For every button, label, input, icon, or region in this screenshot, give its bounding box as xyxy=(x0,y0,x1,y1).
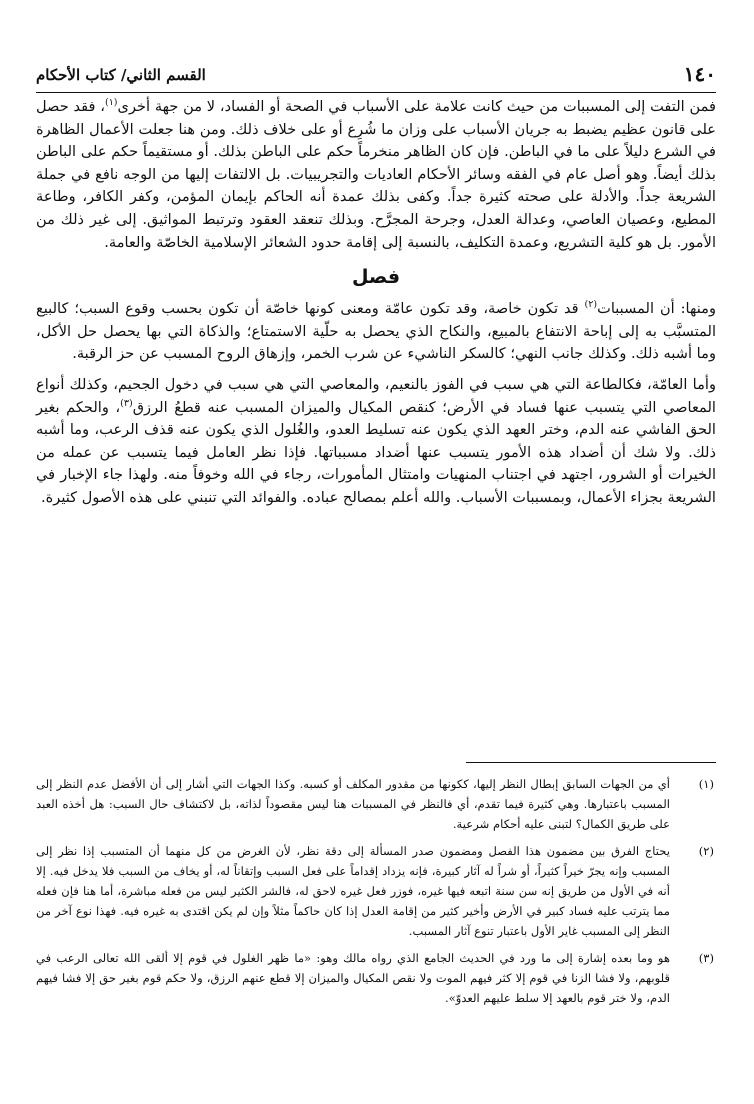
footnote-number: (٣) xyxy=(698,950,714,965)
paragraph-text: ، والحكم بغير الحق الفاشي عنه الدم، وختر العهد الذي يكون عنه تسليط العدو، والغُلول الذي يكون عنه قذف الرعب، وما أشبه ذلك. ولا شك أن أضداد هذه الأمور يتسبب عنها أضداد مسبباتها. فإذا نظر العامل فيما يتسبب عن عمله من الخيرات أو الشرور، اجتهد في اجتناب المنهيات وامتثال المأمورات، رجاء في الله وخوفاً منه. ولهذا جاء الإخبار في الشريعة بجزاء الأعمال، وبمسببات الأسباب. والله أعلم بمصالح عباده. والفوائد التي تنبني على هذه الأصول كثيرة. xyxy=(36,398,716,506)
footnote xyxy=(36,774,716,835)
page-header xyxy=(36,60,716,93)
footnote-ref-1[interactable]: (١) xyxy=(104,97,118,108)
footnote-text: أي من الجهات السابق إبطال النظر إليها، ككونها من مقدور المكلف أو كسبه. وكذا الجهات التي أشار إلى أن الأفضل عدم النظر إلى المسبب باعتبارها. وهي كثيرة فيما تقدم، أي فالنظر في المسببات هنا ليس مقصوداً لذاته، بل لاكتشاف حال السبب: هل أخذه العبد على طريق الكمال؟ لتبنى عليه أحكام شرعية. xyxy=(36,777,670,832)
footnote-text: يحتاج الفرق بين مضمون هذا الفصل ومضمون صدر المسألة إلى دقة نظر، لأن الغرض من كل منهما أن المتسبب إذا نظر إلى المسبب وإنه يجرّ خيراً كثيراً، أو شراً له آثار كبيرة، فإنه يزداد إقداماً على فعل السبب وإتقاناً له، أو يخاف من السبب فلا يدخل فيه. إلا أنه في الأول من طريق إنه سن سنة اتبعه فيها غيره، فوزر فعل غيره لاحق له، فالشر الكثير ليس من فعله مباشرة، أما هنا فإن فعله مما يترتب عليه فساد كبير في الأرض وأخير كثير من إقامة العدل إذا كان حاكماً مثلاً وإن لم يكن اقتدى به غيره فيه. فهذا نوع آخر من النظر إلى المسبب غاير الأول باعتبار تنوع آثار المسبب. xyxy=(36,843,670,939)
running-title: القسم الثاني/ كتاب الأحكام xyxy=(36,66,206,84)
paragraph xyxy=(36,96,716,254)
footnote-ref-3[interactable]: (٣) xyxy=(120,397,133,409)
footnotes xyxy=(36,774,716,1014)
page-number: ١٤٠ xyxy=(683,62,716,86)
main-text xyxy=(36,96,716,510)
paragraph xyxy=(36,374,716,510)
paragraph-text: فمن التفت إلى المسببات من حيث كانت علامة على الأسباب في الصحة أو الفساد، لا من جهة أخرى xyxy=(117,98,716,115)
footnote xyxy=(36,948,716,1009)
footnote-text: هو وما بعده إشارة إلى ما ورد في الحديث الجامع الذي رواه مالك وهو: «ما ظهر الغلول في قوم إلا ألقى الله تعالى الرعب في قلوبهم، ولا فشا الزنا في قوم إلا كثر فيهم الموت ولا نقص المكيال والميزان إلا قطع عنهم الرزق، ولا حكم قوم بغير حق إلا فشا فيهم الدم، ولا ختر قوم بالعهد إلا سلط عليهم العدوّ». xyxy=(36,950,670,1006)
paragraph-text: ومنها: أن المسببات xyxy=(597,300,717,318)
paragraph-text: ، فقد حصل على قانون عظيم يضبط به جريان الأسباب على وزان ما شُرِع أو على خلاف ذلك. ومن هنا جعلت الأعمال الظاهرة في الشرع دليلاً على ما في الباطن. فإن كان الظاهر منخرماً حكم على الباطن بذلك. أو مستقيماً حكم على الباطن بذلك أيضاً. وهو أصل عام في الفقه وسائر الأحكام العاديات والتجريبيات. بل الالتفات إليها من الوجه نافع في جملة الشريعة جداً. والأدلة على صحته كثيرة جداً. وكفى بذلك عمدة أنه الحاكم بإيمان المؤمن، وكفر الكافر، وطاعة المطيع، وعصيان العاصي، وعدالة العدل، وجرحة المجرَّح. وبذلك تنعقد العقود وترتبط المواثيق. إلى غير ذلك من الأمور. بل هو كلية التشريع، وعمدة التكليف، بالنسبة إلى إقامة حدود الشعائر الإسلامية الخاصّة والعامة. xyxy=(36,98,716,251)
footnote-number: (٢) xyxy=(698,843,714,858)
footnote-number: (١) xyxy=(698,777,714,791)
paragraph-text: وأما العامّة، فكالطاعة التي هي سبب في الفوز بالنعيم، والمعاصي التي هي سبب في دخول الجحيم، وكذلك أنواع المعاصي التي يتسبب عنها فساد في الأرض؛ كنقص المكيال والميزان المسبب عنه قطعُ الرزق xyxy=(36,375,716,416)
footnote-separator xyxy=(466,762,716,763)
paragraph-text: قد تكون خاصة، وقد تكون عامّة ومعنى كونها خاصّة أن تكون بحسب وقوع السبب؛ كالبيع المتسبَّب به إلى إباحة الانتفاع بالمبيع، والنكاح الذي يحصل به حلّية الاستمتاع؛ والذكاة التي بها يحصل حل الأكل، وما أشبه ذلك. وكذلك جانب النهي؛ كالسكر الناشيء عن شرب الخمر، وإزهاق الروح المسبب عن حز الرقبة. xyxy=(36,300,716,363)
footnote-ref-2[interactable]: (٢) xyxy=(584,299,598,311)
footnote xyxy=(36,841,716,942)
paragraph xyxy=(36,298,716,366)
section-heading: فصل xyxy=(351,266,401,289)
